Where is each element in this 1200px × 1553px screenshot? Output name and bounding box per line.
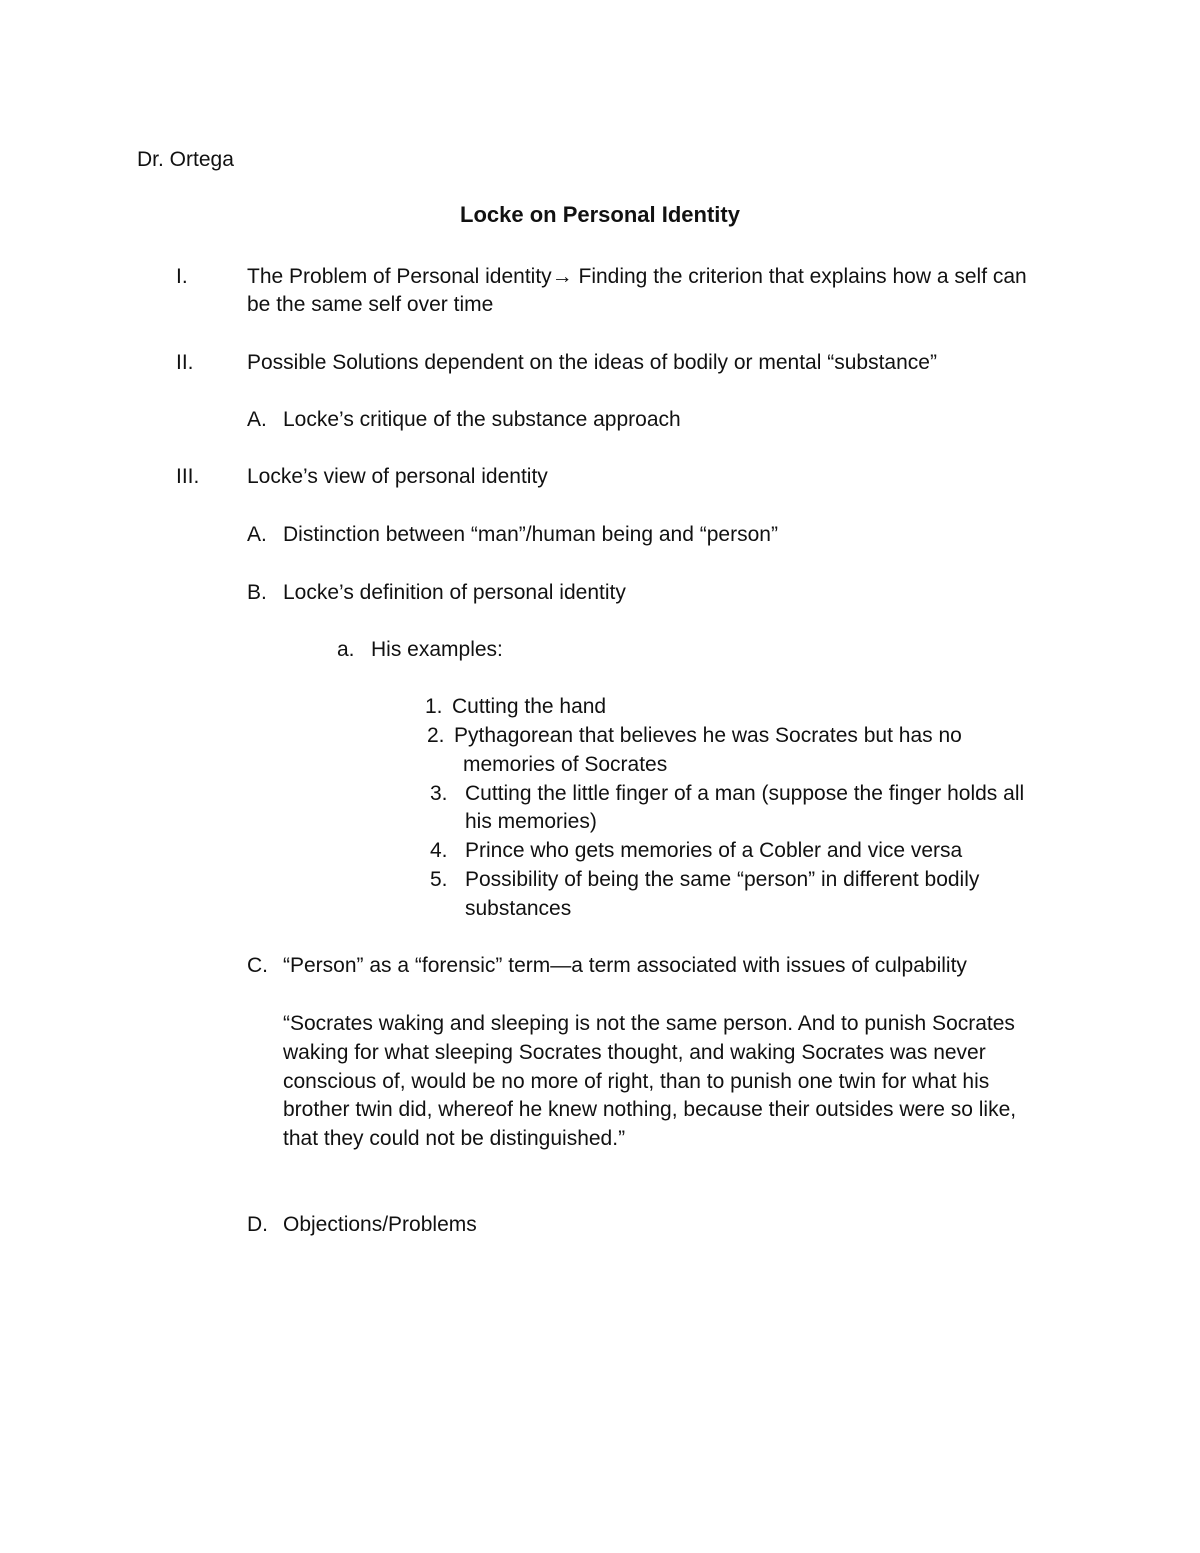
section-2-a-marker: A. (247, 408, 267, 431)
section-3-a-marker: A. (247, 523, 267, 546)
example-4-text: Prince who gets memories of a Cobler and vice versa (465, 839, 963, 862)
quote-line-3: conscious of, would be no more of right, than to punish one twin for what his (283, 1070, 990, 1093)
section-2-a-text: Locke’s critique of the substance approach (283, 408, 681, 431)
section-3-text: Locke’s view of personal identity (247, 465, 548, 488)
example-5-line-1: Possibility of being the same “person” in different bodily (465, 868, 980, 891)
quote-line-2: waking for what sleeping Socrates thought, and waking Socrates was never (283, 1041, 986, 1064)
author-name: Dr. Ortega (137, 148, 234, 171)
section-2-text: Possible Solutions dependent on the ideas of bodily or mental “substance” (247, 351, 937, 374)
section-1-marker: I. (176, 265, 188, 288)
section-3-b-text: Locke’s definition of personal identity (283, 581, 626, 604)
section-2-marker: II. (176, 351, 194, 374)
example-2-line-1: Pythagorean that believes he was Socrates but has no (454, 724, 962, 747)
section-1-text-rest: Finding the criterion that explains how a self can (572, 265, 1027, 288)
example-1-marker: 1. (425, 695, 443, 718)
section-3-c-text: “Person” as a “forensic” term—a term associated with issues of culpability (283, 954, 967, 977)
example-4-marker: 4. (430, 839, 448, 862)
example-3-line-2: his memories) (465, 810, 597, 833)
section-3-d-text: Objections/Problems (283, 1213, 477, 1236)
example-3-line-1: Cutting the little finger of a man (suppose the finger holds all (465, 782, 1025, 805)
section-3-c-marker: C. (247, 954, 268, 977)
quote-line-1: “Socrates waking and sleeping is not the same person. And to punish Socrates (283, 1012, 1015, 1035)
example-2-line-2: memories of Socrates (463, 753, 668, 776)
section-1-line-2: be the same self over time (247, 293, 494, 316)
document-title: Locke on Personal Identity (460, 202, 740, 227)
section-3-d-marker: D. (247, 1213, 268, 1236)
section-3-a-text: Distinction between “man”/human being and “person” (283, 523, 778, 546)
quote-line-5: that they could not be distinguished.” (283, 1127, 626, 1150)
section-3-marker: III. (176, 465, 200, 488)
section-1-line-1 (247, 262, 1027, 291)
example-3-marker: 3. (430, 782, 448, 805)
section-3-b-marker: B. (247, 581, 267, 604)
section-1-text-start: The Problem of Personal identity (247, 265, 552, 288)
example-5-marker: 5. (430, 868, 448, 891)
section-3-b-a-text: His examples: (371, 638, 503, 661)
arrow-right-icon: → (551, 265, 573, 288)
example-5-line-2: substances (465, 897, 572, 920)
section-3-b-a-marker: a. (337, 638, 355, 661)
example-2-marker: 2. (427, 724, 445, 747)
example-1-text: Cutting the hand (452, 695, 607, 718)
quote-line-4: brother twin did, whereof he knew nothing, because their outsides were so like, (283, 1098, 1017, 1121)
